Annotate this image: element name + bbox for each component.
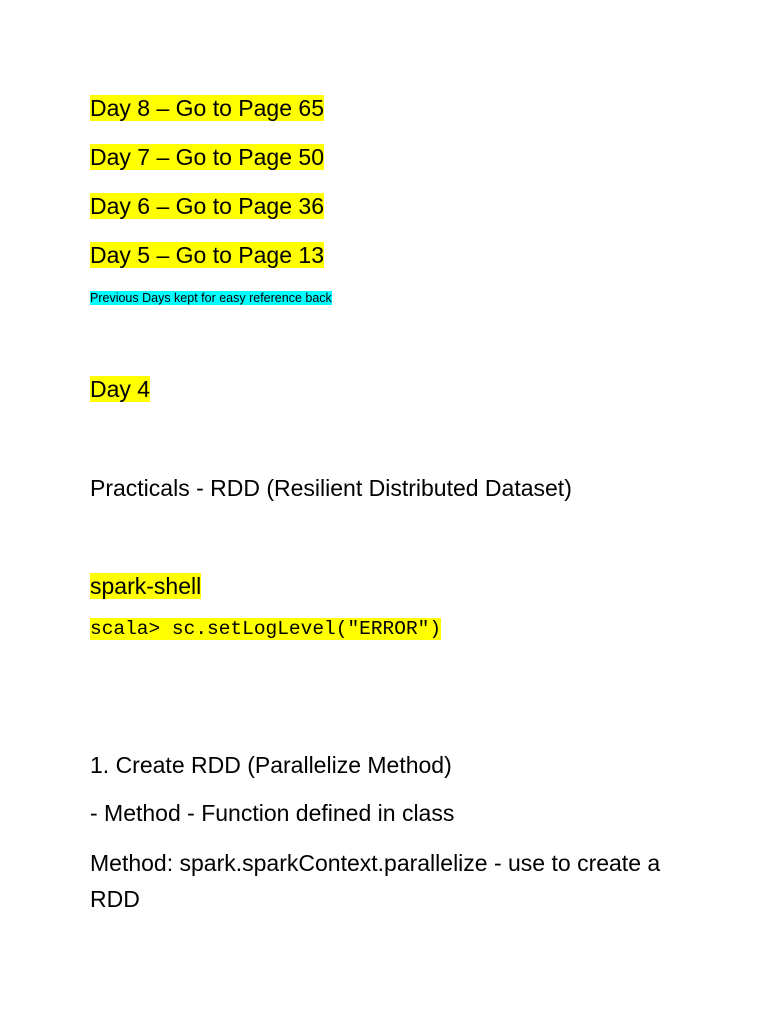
- day-4-heading: Day 4: [90, 376, 151, 402]
- day-7-link-line: [90, 144, 324, 170]
- day-8-link-line: [90, 95, 324, 121]
- method-note: - Method - Function defined in class: [90, 800, 455, 826]
- reference-note-line: [90, 291, 332, 305]
- day-4-heading-line: [90, 376, 150, 402]
- section-title: Practicals - RDD (Resilient Distributed Dataset): [90, 475, 572, 501]
- code-line-row: [90, 618, 441, 640]
- code-line: scala> sc.setLogLevel("ERROR"): [90, 618, 442, 640]
- day-8-link: Day 8 – Go to Page 65: [90, 95, 324, 121]
- shell-label: spark-shell: [90, 573, 202, 599]
- day-6-link: Day 6 – Go to Page 36: [90, 193, 324, 219]
- day-5-link-line: [90, 242, 324, 268]
- day-5-link: Day 5 – Go to Page 13: [90, 242, 324, 268]
- day-6-link-line: [90, 193, 324, 219]
- step-title: 1. Create RDD (Parallelize Method): [90, 752, 452, 778]
- method-description: Method: spark.sparkContext.parallelize - use to create a RDD: [90, 850, 661, 912]
- day-7-link: Day 7 – Go to Page 50: [90, 144, 324, 170]
- reference-note: Previous Days kept for easy reference back: [90, 291, 332, 305]
- shell-label-line: [90, 573, 201, 599]
